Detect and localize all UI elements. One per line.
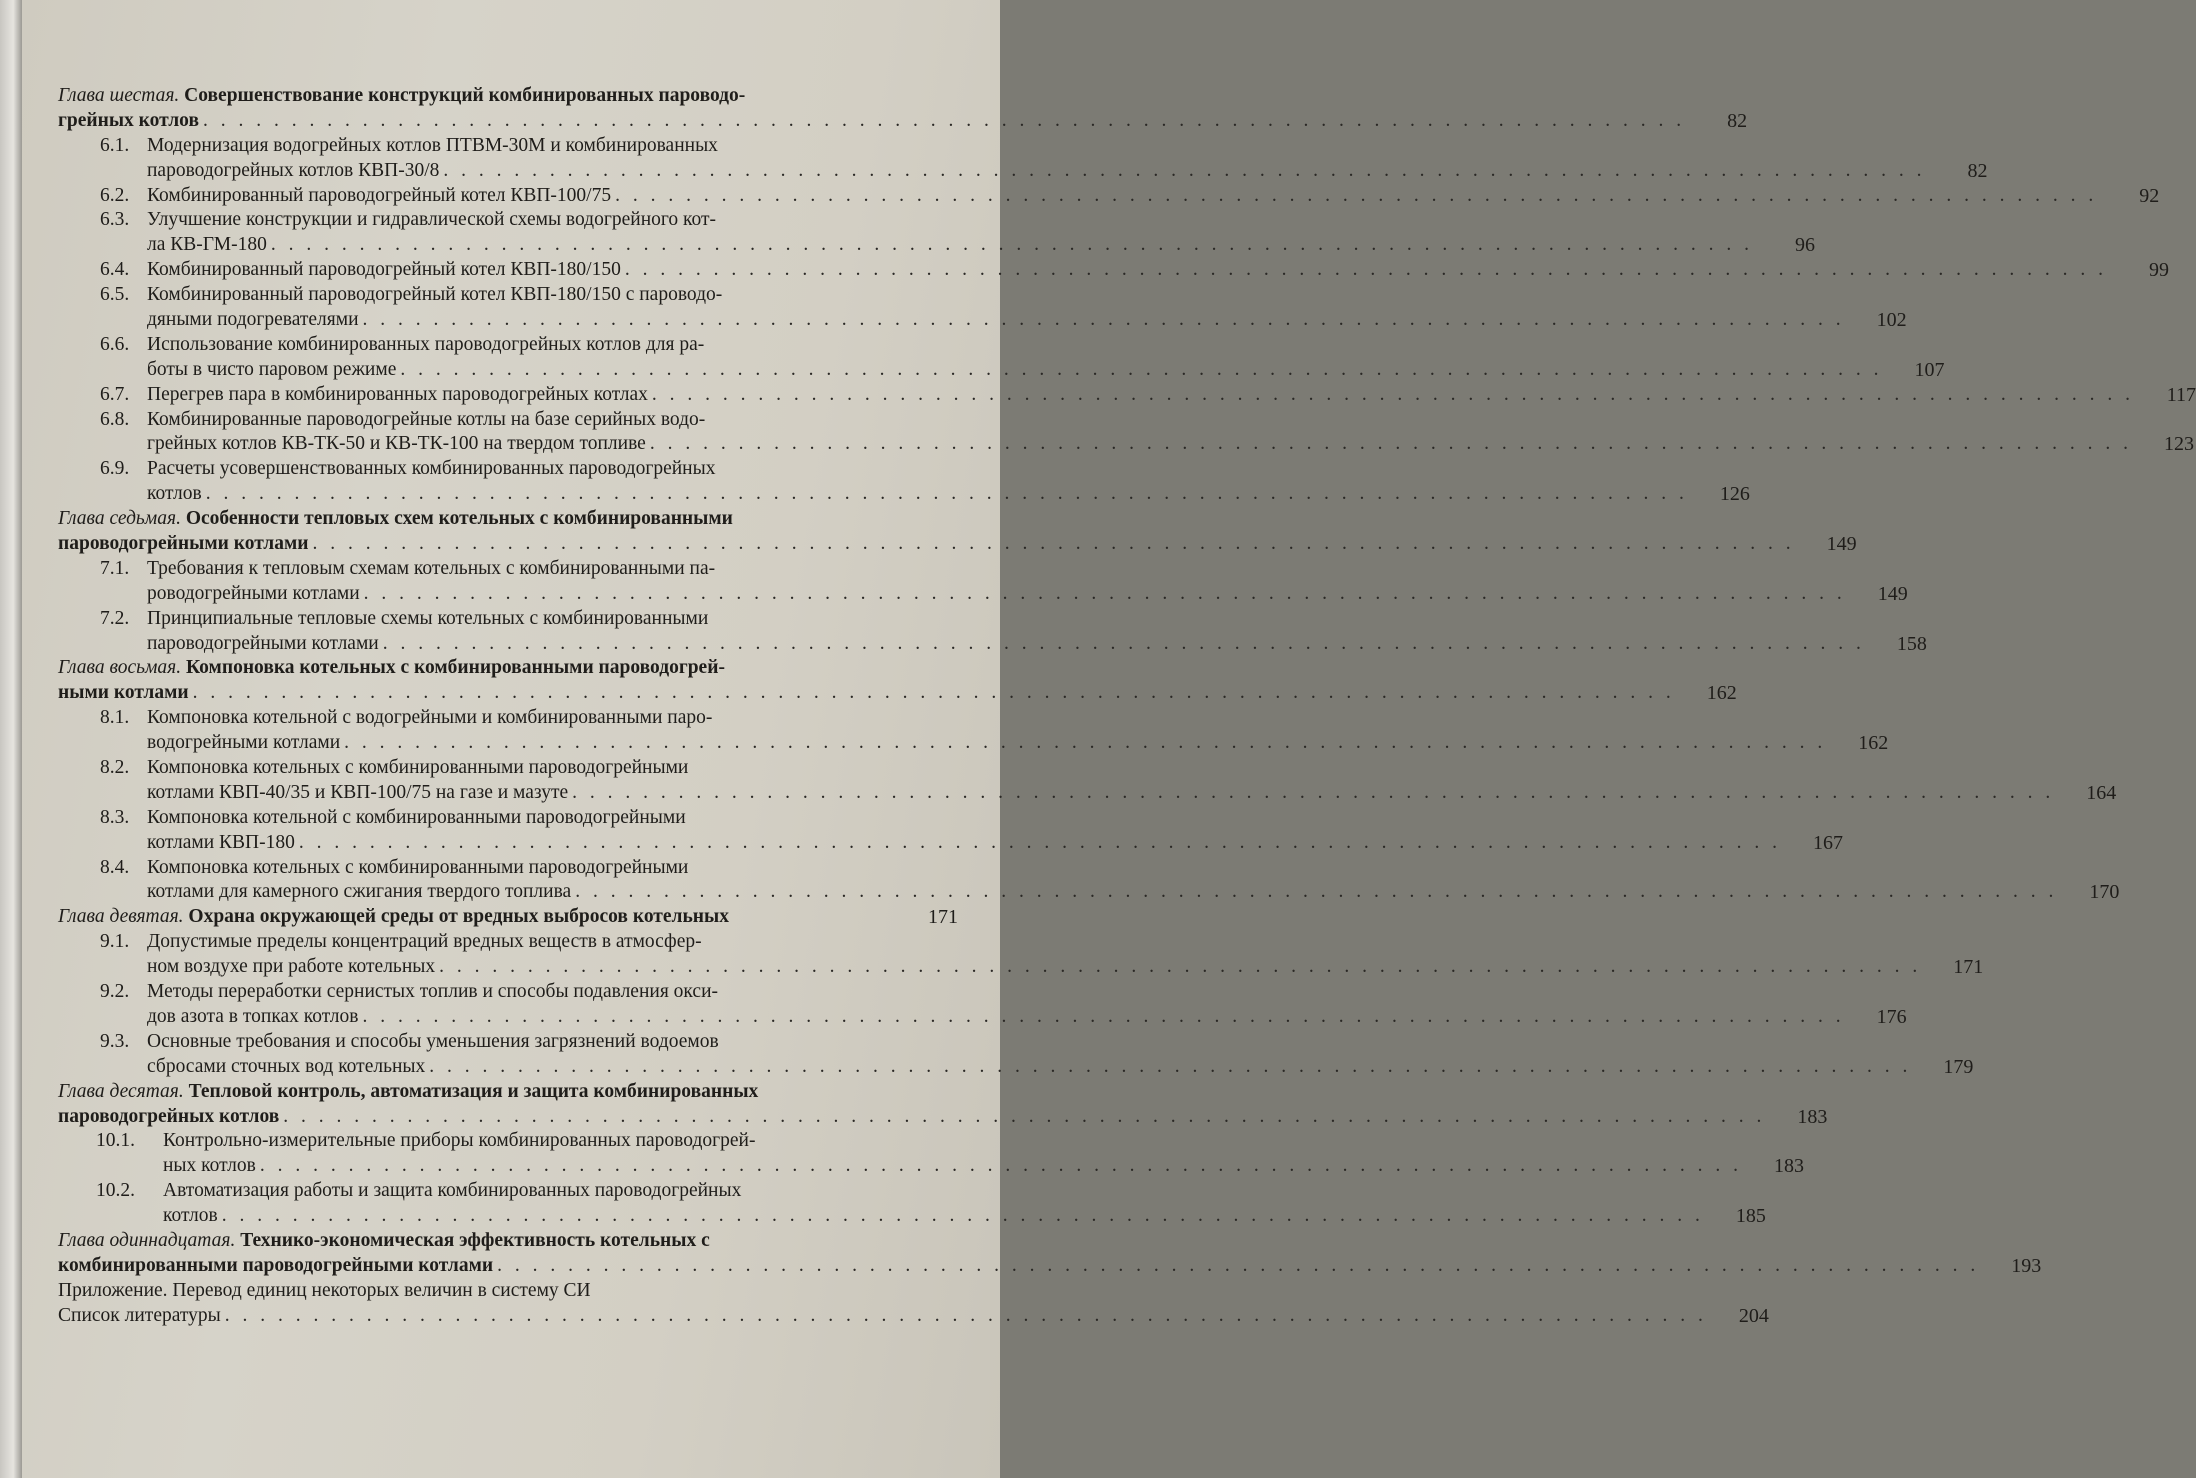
chapter-label: Глава девятая. [58,906,184,928]
page-edge [0,0,22,1478]
references-entry [58,1304,1769,1329]
leader-dots [650,432,2132,457]
chapter-7 [58,507,1857,557]
page-number: 176 [1876,1005,1907,1028]
toc-item-10-1 [58,1129,1804,1179]
toc-item-6-6 [58,333,1945,383]
page-number: 149 [1877,582,1908,605]
page-number: 162 [1706,682,1737,705]
leader-dots [625,258,2107,283]
leader-dots [344,731,1826,756]
leader-dots [572,781,2054,806]
page-number: 102 [1876,309,1907,331]
page-number: 96 [1795,234,1815,257]
chapter-title: Особенности тепловых схем котельных с комбинированными [185,508,733,530]
page-number: 204 [1738,1304,1769,1327]
page-number: 92 [2139,184,2160,207]
section-title-cont: ла КВ-ГМ-180 [147,234,267,256]
section-title: Использование комбинированных пароводогрейных котлов для ра- [147,333,705,355]
leader-dots [652,383,2134,408]
chapter-label: Глава седьмая. [58,508,181,530]
leader-dots [313,532,1795,557]
section-number: 9.2. [100,981,130,1003]
chapter-title: Компоновка котельных с комбинированными пароводогрей- [186,657,725,679]
page-number: 99 [2148,259,2169,282]
section-title: Модернизация водогрейных котлов ПТВМ-30М и комбинированных [147,134,718,156]
section-number: 6.8. [100,408,130,430]
section-number: 6.3. [100,209,130,231]
section-number: 6.7. [100,383,130,405]
leader-dots [383,632,1865,657]
chapter-9 [58,905,958,930]
section-title: Компоновка котельной с водогрейными и комбинированными паро- [147,707,713,729]
leader-dots [260,1154,1742,1179]
section-title: Комбинированный пароводогрейный котел КВП-180/150 [147,259,621,281]
toc-item-7-2 [58,607,1927,657]
toc-item-6-4 [58,258,2169,283]
section-number: 7.2. [100,607,130,629]
chapter-label: Глава шестая. [58,84,180,106]
section-title-cont: роводогрейными котлами [147,582,360,604]
chapter-title-cont: пароводогрейными котлами [58,533,309,555]
leader-dots [271,233,1753,258]
page-number: 126 [1719,483,1750,506]
section-title: Расчеты усовершенствованных комбинированных пароводогрейных [147,458,716,480]
chapter-title: Совершенствование конструкций комбинированных пароводо- [184,84,746,106]
leader-dots [615,184,2097,209]
section-title-cont: пароводогрейных котлов КВП-30/8 [147,159,440,181]
section-number: 6.6. [100,333,130,355]
section-number: 8.1. [100,707,130,729]
chapter-title: Охрана окружающей среды от вредных выбросов котельных [188,906,730,928]
page-number: 107 [1914,358,1945,381]
chapter-title-cont: грейных котлов [58,109,199,131]
page-number: 171 [928,906,958,929]
references-title: Список литературы [58,1304,221,1326]
chapter-10 [58,1080,1828,1130]
leader-dots [429,1055,1911,1080]
section-number: 9.3. [100,1030,130,1052]
chapter-8 [58,656,1737,706]
page-number: 167 [1813,831,1844,854]
toc-item-8-3 [58,806,1844,856]
leader-dots [439,955,1921,980]
toc-item-6-7 [58,383,2196,408]
section-title-cont: котлами для камерного сжигания твердого топлива [147,881,572,903]
chapter-title-cont: ными котлами [58,682,189,704]
page-number: 193 [2011,1254,2042,1277]
table-of-contents [58,84,2196,1329]
leader-dots [203,109,1685,134]
leader-dots [443,159,1925,184]
section-title-cont: пароводогрейными котлами [147,632,379,654]
section-number: 6.9. [100,458,130,480]
appendix-title: Приложение. Перевод единиц некоторых величин в систему СИ [58,1279,591,1301]
toc-item-8-2 [58,756,2117,806]
section-title-cont: ных котлов [163,1155,256,1177]
toc-item-6-8 [58,408,2194,458]
section-number: 6.5. [100,284,130,306]
chapter-title-cont: комбинированными пароводогрейными котлами [58,1254,494,1276]
section-title: Контрольно-измерительные приборы комбинированных пароводогрей- [163,1130,756,1152]
section-title: Перегрев пара в комбинированных пароводогрейных котлах [147,383,648,405]
section-title-cont: водогрейными котлами [147,732,341,754]
section-title-cont: котлов [147,483,202,505]
chapter-label: Глава одиннадцатая. [58,1229,236,1251]
page-number: 123 [2163,433,2194,456]
leader-dots [299,831,1781,856]
section-title: Допустимые пределы концентраций вредных веществ в атмосфер- [147,931,702,953]
toc-item-8-1 [58,706,1889,756]
page-number: 162 [1858,732,1889,755]
page-number: 158 [1896,632,1927,655]
chapter-label: Глава десятая. [58,1080,184,1102]
page-number: 170 [2089,881,2120,904]
page-number: 185 [1735,1205,1766,1228]
section-number: 9.1. [100,931,130,953]
toc-item-6-9 [58,457,1750,507]
page-number: 183 [1797,1105,1828,1128]
leader-dots [193,681,1675,706]
section-title: Принципиальные тепловые схемы котельных с комбинированными [147,607,709,629]
leader-dots [225,1304,1707,1329]
section-number: 7.1. [100,557,130,579]
section-number: 6.2. [100,184,130,206]
section-title-cont: дов азота в топках котлов [147,1005,359,1027]
appendix-entry [58,1279,958,1304]
toc-item-9-1 [58,930,1984,980]
section-number: 8.2. [100,757,130,779]
page-number: 183 [1774,1155,1804,1178]
section-title-cont: дяными подогревателями [147,309,359,330]
section-title: Автоматизация работы и защита комбинированных пароводогрейных [163,1180,742,1202]
page-number: 117 [2166,383,2196,406]
section-number: 10.1. [96,1130,135,1152]
page-number: 149 [1826,533,1857,556]
toc-item-6-1 [58,134,1988,184]
section-title-cont: сбросами сточных вод котельных [147,1055,426,1077]
chapter-title-cont: пароводогрейных котлов [58,1105,280,1127]
section-title: Методы переработки сернистых топлив и способы подавления окси- [147,981,718,1003]
section-title: Компоновка котельных с комбинированными пароводогрейными [147,856,689,878]
section-title-cont: грейных котлов КВ-ТК-50 и КВ-ТК-100 на твердом топливе [147,433,646,455]
section-title-cont: котлами КВП-180 [147,831,295,853]
toc-item-9-3 [58,1030,1974,1080]
leader-dots [362,1005,1844,1030]
leader-dots [283,1105,1765,1130]
page-number: 171 [1953,956,1984,979]
section-number: 10.2. [96,1180,135,1202]
section-title: Комбинированный пароводогрейный котел КВП-100/75 [147,184,612,206]
toc-item-7-1 [58,557,1908,607]
section-number: 6.4. [100,259,130,281]
page-number: 82 [1967,159,1988,182]
toc-item-6-5 [58,283,1907,333]
section-title-cont: боты в чисто паровом режиме [147,358,397,380]
leader-dots [206,482,1688,507]
chapter-6 [58,84,1748,134]
section-number: 6.1. [100,134,130,156]
section-title: Компоновка котельной с комбинированными пароводогрейными [147,806,686,828]
section-number: 8.3. [100,806,130,828]
leader-dots [364,582,1846,607]
section-title-cont: ном воздухе при работе котельных [147,956,436,978]
section-number: 8.4. [100,856,130,878]
section-title: Комбинированный пароводогрейный котел КВП-180/150 с пароводо- [147,284,723,306]
page-number: 82 [1727,109,1748,132]
section-title: Основные требования и способы уменьшения загрязнений водоемов [147,1030,719,1052]
section-title: Улучшение конструкции и гидравлической схемы водогрейного кот- [147,209,717,231]
toc-item-6-3 [58,208,1815,258]
page-number: 179 [1943,1055,1974,1078]
section-title-cont: котлов [163,1205,218,1227]
leader-dots [575,880,2057,905]
section-title: Комбинированные пароводогрейные котлы на базе серийных водо- [147,408,706,430]
book-page [22,0,2196,1478]
leader-dots [363,308,1845,333]
section-title: Требования к тепловым схемам котельных с комбинированными па- [147,557,716,579]
toc-item-9-2 [58,980,1907,1030]
toc-item-8-4 [58,856,2120,906]
page-number: 164 [2086,781,2117,804]
chapter-title: Технико-экономическая эффективность котельных с [240,1229,710,1251]
chapter-title: Тепловой контроль, автоматизация и защита комбинированных [188,1080,759,1102]
toc-item-6-2 [58,184,2160,209]
chapter-11 [58,1229,2042,1279]
toc-item-10-2 [58,1179,1766,1229]
leader-dots [222,1204,1704,1229]
section-title-cont: котлами КВП-40/35 и КВП-100/75 на газе и мазуте [147,781,569,803]
leader-dots [497,1254,1979,1279]
chapter-label: Глава восьмая. [58,657,182,679]
leader-dots [400,358,1882,383]
section-title: Компоновка котельных с комбинированными пароводогрейными [147,757,689,779]
